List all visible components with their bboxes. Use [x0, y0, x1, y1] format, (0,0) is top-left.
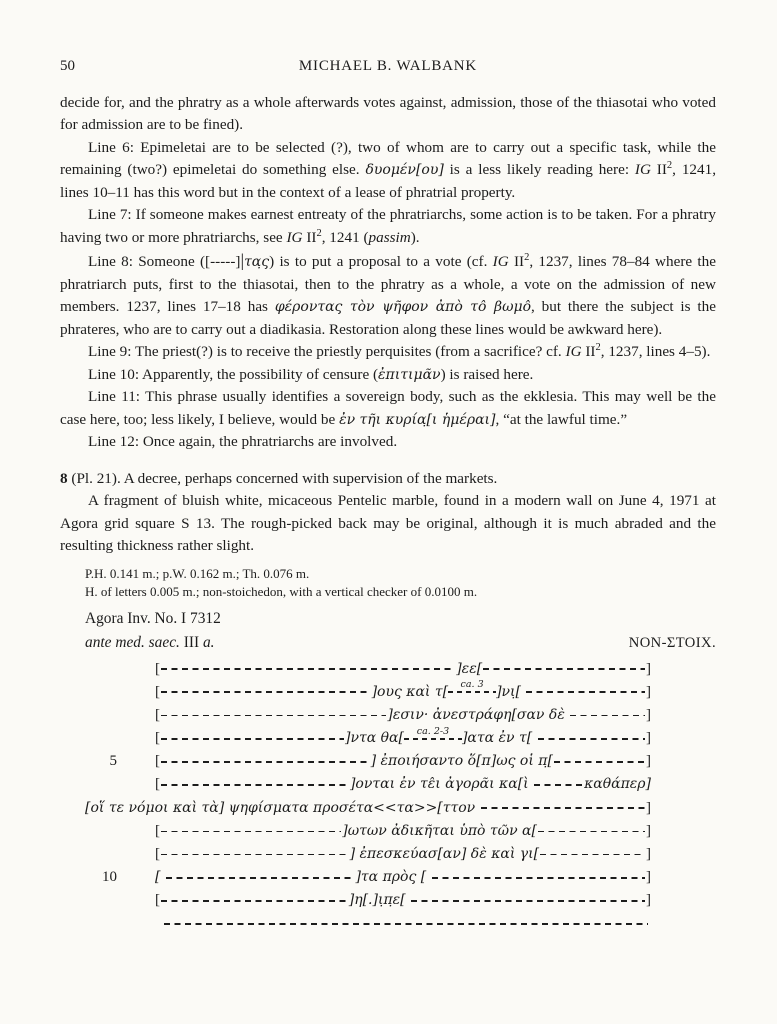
measurements: [85, 565, 716, 602]
text-run: , 1237, lines 78–84 where the phratriarch puts, first to the thiasotai, then to the phratry as a whole, a vote on the admission of new members. 1237, lines 17–18 has: [60, 253, 716, 315]
greek-text: δυομέν[ου]: [365, 162, 444, 178]
text-run: IG: [286, 228, 303, 246]
paragraph: [60, 386, 716, 431]
inscription-text: ]: [646, 869, 651, 886]
date-line: [60, 631, 716, 655]
date-text: [85, 631, 215, 655]
inscription-line: [85, 773, 651, 796]
text-run: Line 6: Epimeletai are to be selected (?), two of whom are to carry out a specific task, while the remaining (two?) epimeletai do something else.: [60, 138, 716, 178]
lacuna-dashes: [164, 923, 648, 925]
lacuna-dashes: [404, 725, 462, 740]
text-run: IG: [565, 343, 582, 360]
line-number: 10: [102, 869, 117, 886]
inscription-line: [85, 843, 651, 866]
inscription-text: ]ους καὶ τ[: [371, 683, 449, 700]
lacuna-dashes: [534, 784, 583, 786]
text-run: 2: [666, 159, 673, 171]
text-run: III: [183, 633, 203, 651]
inscription-line-content: [85, 797, 651, 820]
inscription-text: ]: [646, 683, 651, 700]
inscription-text: ]ατα ἐν τ[: [461, 730, 537, 747]
text-run: , 1241 (: [321, 228, 369, 246]
paragraph: [60, 468, 716, 491]
paragraph: [60, 364, 716, 387]
lacuna-dashes: [161, 854, 349, 856]
text-run: , 1237, lines 4–5).: [600, 343, 711, 360]
paragraph: [60, 341, 716, 364]
inscription-break-line: [85, 913, 651, 936]
section-8-description: [60, 468, 716, 558]
inscription-text: [οἵ τε νόμοι καὶ τὰ] ψηφίσματα προσέτα<<τα>>[ττον: [85, 799, 480, 816]
text-run: IG: [634, 161, 651, 178]
lacuna-dashes: [161, 831, 341, 833]
inscription-text: [: [155, 776, 160, 793]
lacuna-dashes: [540, 854, 645, 856]
lacuna-dashes: [161, 900, 348, 902]
inscription-line: [85, 750, 651, 773]
lacuna-dashes: [526, 691, 645, 693]
text-run: Line 11: This phrase usually identifies a sovereign body, such as the ekklesia. This may well be the case here, too; less likely, I believe, would be: [60, 388, 716, 428]
inscription-text: [: [155, 730, 160, 747]
page-header: [60, 55, 716, 78]
text-run: II: [508, 253, 525, 270]
paragraph: [60, 92, 716, 137]
inscription-text: ]εε[: [456, 660, 483, 677]
inscription-line: [85, 681, 651, 704]
paragraph: [60, 249, 716, 341]
greek-text: φέροντας τὸν ψῆφον ἀπὸ το̂ βωμο̂: [274, 299, 532, 315]
lacuna-dashes: [161, 691, 371, 693]
lacuna-dashes: [448, 679, 496, 693]
text-run: Line 7: If someone makes earnest entreaty of the phratriarchs, some action is to be taken. For a phratry having two or more phratriarchs, see: [60, 206, 716, 246]
text-run: |: [240, 250, 245, 270]
commentary-text: [60, 92, 716, 454]
text-run: 2: [524, 251, 530, 263]
running-head: MICHAEL B. WALBANK: [298, 58, 478, 74]
text-run: ) is raised here.: [440, 365, 534, 383]
inscription-line-content: [155, 704, 651, 727]
inscription-line-content: [155, 727, 651, 750]
text-run: , 1241, lines 10–11 has this word but in the context of a lease of phratrial property.: [60, 161, 716, 201]
lacuna-dashes: [411, 900, 645, 902]
inscription-text: ]εσιν· ἀνεστράφη[σαν δὲ: [387, 706, 570, 723]
measurements-line-1: P.H. 0.141 m.; p.W. 0.162 m.; Th. 0.076 m.: [85, 565, 310, 581]
lacuna-dashes: [483, 668, 645, 670]
text-run: (Pl. 21). A decree, perhaps concerned with supervision of the markets.: [67, 469, 498, 487]
inscription-line-content: [155, 773, 651, 796]
text-run: is a less likely reading here:: [443, 161, 635, 178]
inscription-text: ]ωτων ἀδικῆται ὑπὸ τῶν α[: [342, 822, 537, 839]
text-run: , but there the subject is the phrateres, who are to carry out a diadikasia. Restoration along these lines would be awkward here).: [60, 298, 716, 338]
inscription-line-content: [155, 681, 651, 704]
lacuna-dashes: [538, 831, 645, 833]
lacuna-dashes: [161, 738, 344, 740]
inscription-line-content: [155, 750, 651, 773]
text-run: , “at the lawful time.”: [495, 410, 628, 428]
inscription-line: [85, 658, 651, 681]
text-run: a.: [202, 633, 215, 651]
inscription-text: ] ἐποιήσαντο ὅ[π]ως οἱ π̣[: [370, 753, 553, 770]
inscription-text: ]η[.]ι̣π̣ε[: [348, 892, 411, 909]
paragraph: [60, 490, 716, 558]
approx-letters-label: ca. 3: [460, 679, 484, 691]
inscription-text: ]: [646, 822, 651, 839]
inscription-line-content: [155, 889, 651, 912]
text-run: passim: [368, 228, 411, 246]
inscription-line: [85, 727, 651, 750]
inscription-line-content: [163, 913, 649, 936]
inscription-text: ]: [646, 660, 651, 677]
inscription-line: [85, 866, 651, 889]
inscription-text: [: [155, 706, 160, 723]
text-run: Line 9: The priest(?) is to receive the priestly perquisites (from a sacrifice? cf.: [88, 343, 566, 360]
inscription-text: ] ἐπεσκεύασ[αν] δὲ καὶ γι[: [349, 846, 540, 862]
text-run: 2: [595, 341, 601, 353]
text-run: II: [302, 228, 317, 246]
text-run: ) is to put a proposal to a vote (cf.: [269, 253, 493, 270]
inscription-text: [: [155, 660, 160, 677]
lacuna-dashes: [161, 668, 455, 670]
paragraph: [60, 204, 716, 249]
text-run: A fragment of bluish white, micaceous Pentelic marble, found in a modern wall on June 4, 1971 at Agora grid square S 13. The rough-picked back may be original, although it is much abraded and the resulting thickness rather slight.: [60, 492, 716, 554]
page-number: 50: [60, 58, 75, 74]
inscription-text: ]: [646, 730, 651, 747]
greek-text: τα̣ς: [244, 254, 270, 270]
lacuna-dashes: [481, 807, 645, 809]
greek-text: ἐν τῆι κυρία̣[ι ἡμέραι]: [339, 411, 496, 428]
inscription-line: [85, 797, 651, 820]
lacuna-dashes: [570, 715, 645, 717]
text-run: ).: [410, 228, 420, 246]
approx-letters-label: ca. 2-3: [416, 725, 450, 737]
text-run: 2: [316, 227, 322, 239]
inscription-text: ]: [646, 892, 651, 909]
section-gap: [60, 454, 716, 468]
inscription-line-content: [155, 820, 651, 843]
inscription-text: [: [155, 822, 160, 839]
inscription-text: ]τα πρὸς [: [355, 869, 431, 886]
inscription-text: [: [155, 683, 160, 700]
inscription-text: καθάπερ]: [584, 776, 651, 793]
inscription-line-content: [155, 866, 651, 889]
text-run: IG: [492, 253, 509, 270]
inscription-text: ]: [646, 846, 651, 862]
inscription-line-content: [155, 658, 651, 681]
lacuna-dashes: [161, 761, 370, 763]
lacuna-dashes: [161, 715, 386, 717]
inscription-text: [: [155, 892, 160, 909]
inscription-text: ]ντα θα[: [344, 730, 404, 747]
inscription-text: [: [155, 753, 160, 770]
inscription-line: [85, 820, 651, 843]
text-run: ante med. saec.: [85, 633, 184, 651]
inscription-text: [: [155, 846, 160, 862]
lacuna-dashes: [554, 761, 645, 763]
inventory-number: Agora Inv. No. I 7312: [85, 609, 221, 627]
text-run: 8: [60, 469, 68, 487]
inscription-text: ]: [646, 799, 651, 816]
text-run: II: [581, 343, 596, 360]
section-8: [60, 468, 716, 655]
lacuna-dashes: [161, 784, 349, 786]
greek-text: ἐπιτιμᾶν: [378, 366, 441, 383]
inscription-text: [: [155, 869, 165, 886]
text-run: Line 12: Once again, the phratriarchs are involved.: [88, 433, 398, 450]
stoichedon-label: NON-ΣΤΟΙΧ.: [628, 634, 716, 651]
inscription-line: [85, 704, 651, 727]
inscription-text: ]: [646, 753, 651, 770]
inscription: [85, 658, 651, 936]
text-run: Line 8: Someone ([-----]: [88, 253, 241, 270]
inscription-text: ]νι̣[: [496, 683, 526, 700]
text-run: II: [650, 161, 667, 178]
inscription-line: [85, 889, 651, 912]
inscription-text: ]: [646, 706, 651, 723]
inscription-line-content: [155, 843, 651, 866]
lacuna-dashes: [432, 877, 645, 879]
paragraph: [60, 137, 716, 205]
measurements-line-2: H. of letters 0.005 m.; non-stoichedon, with a vertical checker of 0.0100 m.: [85, 584, 478, 599]
text-run: Line 10: Apparently, the possibility of censure (: [88, 365, 379, 383]
paragraph: [60, 431, 716, 454]
text-run: decide for, and the phratry as a whole afterwards votes against, admission, those of the thiasotai who voted for admission are to be fined).: [60, 93, 716, 133]
line-number: 5: [109, 753, 117, 770]
inscription-text: ]ονται ἐν τε̂ι ἀγορᾶι κα[ὶ: [349, 776, 534, 793]
lacuna-dashes: [538, 738, 645, 740]
lacuna-dashes: [166, 877, 355, 879]
